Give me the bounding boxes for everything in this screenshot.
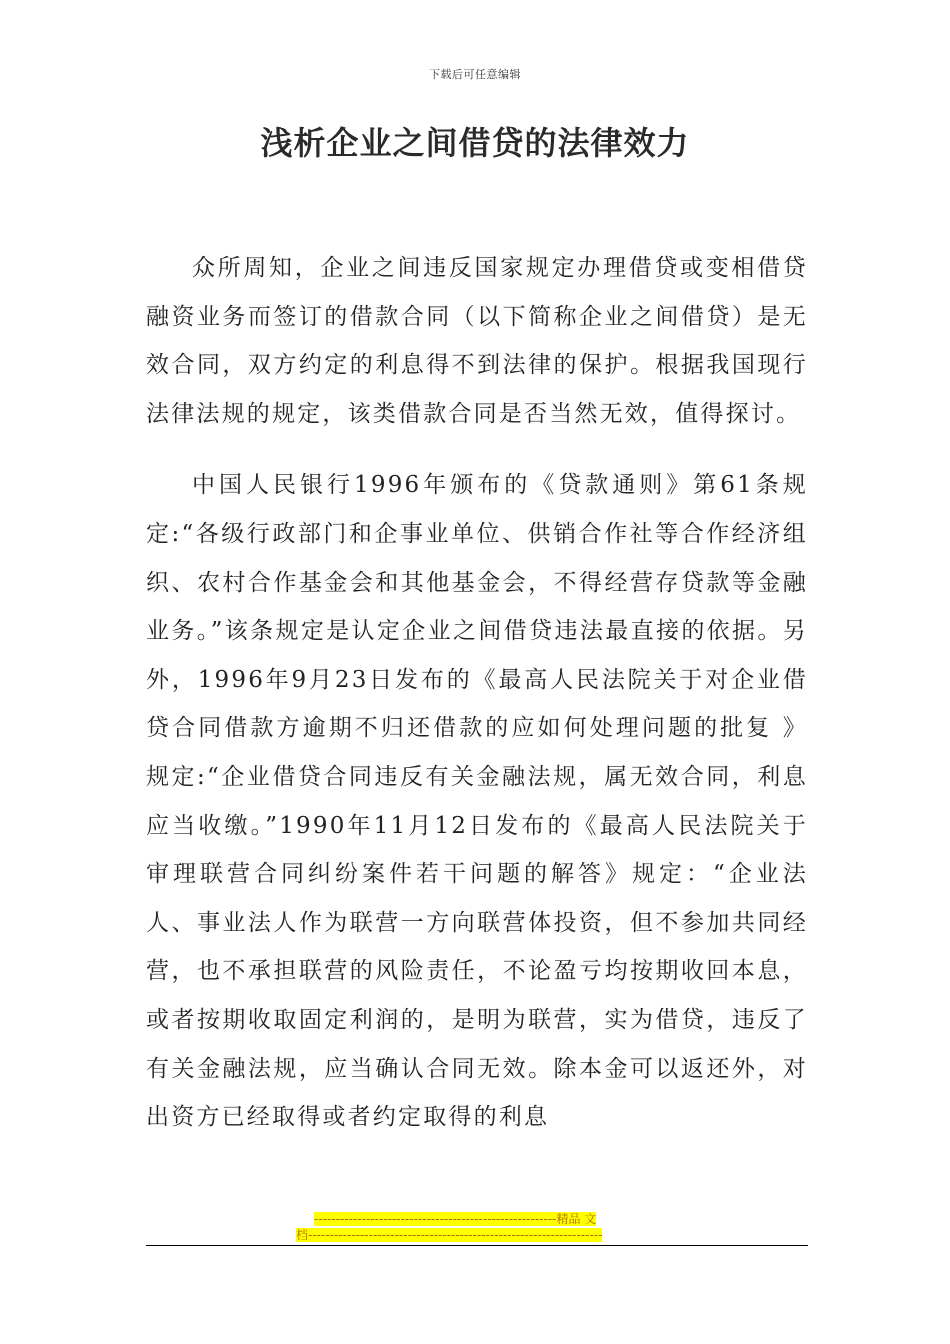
document-body [146, 244, 808, 1142]
paragraph-1: 众所周知，企业之间违反国家规定办理借贷或变相借贷融资业务而签订的借款合同（以下简称企业之间借贷）是无效合同，双方约定的利息得不到法律的保护。根据我国现行法律法规的规定，该类借款合同是否当然无效，值得探讨。 [146, 255, 808, 427]
footer-watermark [296, 1211, 656, 1243]
footer-line-2: 档-------------------------------------------------------------------- [296, 1228, 603, 1242]
paragraph-2: 中国人民银行1996年颁布的《贷款通则》第61条规定:“各级行政部门和企事业单位、供销合作社等合作经济组织、农村合作基金会和其他基金会，不得经营存贷款等金融业务。”该条规定是认定企业之间借贷违法最直接的依据。另外，1996年9月23日发布的《最高人民法院关于对企业借贷合同借款方逾期不归还借款的应如何处理问题的批复 》规定:“企业借贷合同违反有关金融法规，属无效合同，利息应当收缴。”1990年11月12日发布的《最高人民法院关于审理联营合同纠纷案件若干问题的解答》规定：“企业法人、事业法人作为联营一方向联营体投资，但不参加共同经营，也不承担联营的风险责任，不论盈亏均按期收回本息，或者按期收取固定利润的，是明为联营，实为借贷，违反了有关金融法规，应当确认合同无效。除本金可以返还外，对出资方已经取得或者约定取得的利息 [146, 472, 808, 1131]
footer-rule [146, 1245, 808, 1246]
document-title: 浅析企业之间借贷的法律效力 [260, 124, 690, 162]
header-note: 下载后可任意编辑 [429, 68, 521, 81]
footer-line-1: --------------------------------------------------------精品 文 [314, 1212, 597, 1226]
